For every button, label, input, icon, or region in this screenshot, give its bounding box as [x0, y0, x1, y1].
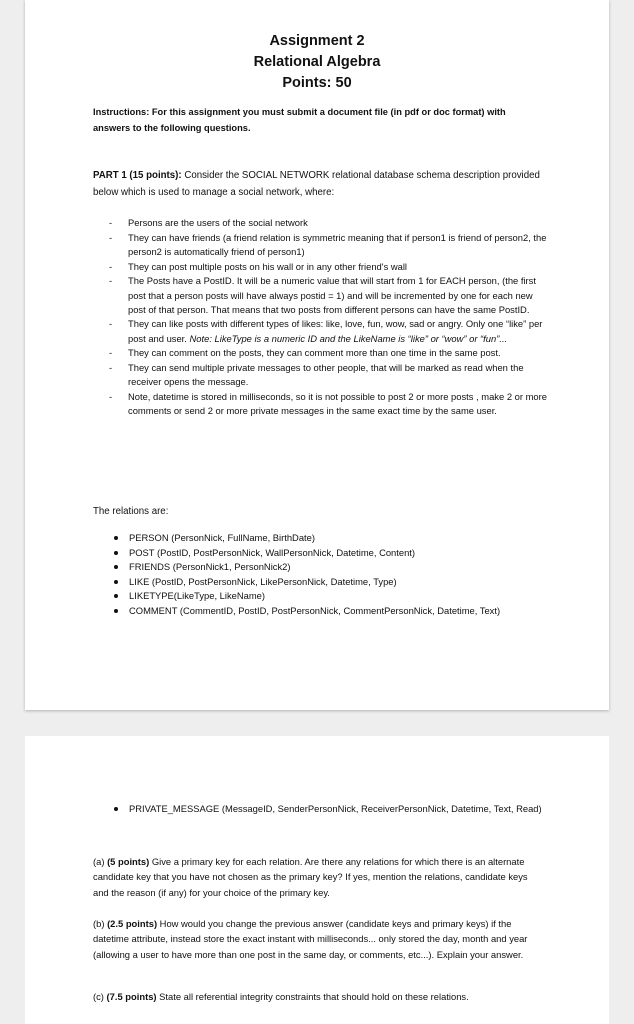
list-item: [109, 317, 549, 345]
question-prefix: (c): [93, 991, 107, 1002]
instructions: Instructions: For this assignment you must submit a document file (in pdf or doc format) with answers to the following questions.: [93, 107, 506, 133]
doc-subtitle: Relational Algebra: [253, 54, 381, 70]
schema-rules-list: [109, 216, 549, 418]
relation-item: LIKE (PostID, PostPersonNick, LikePersonNick, Datetime, Type): [111, 575, 551, 589]
question-text: State all referential integrity constraints that should hold on these relations.: [156, 991, 469, 1002]
question-prefix: (a): [93, 856, 108, 867]
question-points: (7.5 points): [106, 991, 157, 1002]
question-b: [93, 916, 543, 962]
rule-note: Note: LikeType is a numeric ID and the LikeName is “like” or “wow” or “fun”...: [186, 332, 508, 344]
relation-item: COMMENT (CommentID, PostID, PostPersonNick, CommentPersonNick, Datetime, Text): [111, 604, 551, 618]
question-c: [93, 989, 543, 1004]
doc-title: Assignment 2: [269, 33, 365, 49]
question-a: [93, 854, 543, 900]
document-page-2: [25, 736, 609, 1024]
relation-item: FRIENDS (PersonNick1, PersonNick2): [111, 560, 551, 574]
relation-item: PRIVATE_MESSAGE (MessageID, SenderPersonNick, ReceiverPersonNick, Datetime, Text, Read): [111, 802, 551, 816]
question-points: (5 points): [107, 856, 150, 867]
part1-label: PART 1 (15 points):: [93, 170, 182, 181]
list-item: - They can send multiple private messages to other people, that will be marked as read when the receiver opens the message.: [109, 361, 549, 389]
question-prefix: (b): [93, 918, 108, 929]
relations-list-continued: [111, 802, 551, 816]
question-points: (2.5 points): [107, 918, 158, 929]
question-text: Give a primary key for each relation. Are there any relations for which there is an alternate candidate key that you have not chosen as the primary key? If yes, mention the relations, candidate keys and the reason (if any) for your choice of the primary key.: [93, 856, 528, 898]
relation-item: POST (PostID, PostPersonNick, WallPersonNick, Datetime, Content): [111, 546, 551, 560]
rule-text: They can like posts with different types of likes: like, love, fun, wow, sad or angry. Only one “like” per post and user.: [128, 318, 543, 344]
list-item: - Persons are the users of the social network: [109, 216, 549, 230]
relations-list: [111, 531, 551, 618]
list-item: - They can comment on the posts, they can comment more than one time in the same post.: [109, 346, 549, 360]
doc-points: Points: 50: [282, 75, 352, 91]
part1-text: Consider the SOCIAL NETWORK relational database schema description provided below which is used to manage a social network, where:: [93, 170, 540, 198]
list-item: - The Posts have a PostID. It will be a numeric value that will start from 1 for EACH person, (the first post that a person posts will have always postid = 1) and will be incremented by one for each new post of that person. That means that two posts from different persons can have the same PostID.: [109, 274, 549, 317]
question-text: How would you change the previous answer (candidate keys and primary keys) if the datetime attribute, instead store the exact instant with milliseconds... only stored the day, month and year (allowing a user to have more than one post in the same day, or comments, etc...). Explain your answer.: [93, 918, 528, 960]
list-item: - They can post multiple posts on his wall or in any other friend's wall: [109, 260, 549, 274]
relations-heading: The relations are:: [93, 506, 169, 517]
list-item: - They can have friends (a friend relation is symmetric meaning that if person1 is friend of person2, the person2 is automatically friend of person1): [109, 231, 549, 259]
part1-intro: [93, 167, 543, 201]
relation-item: LIKETYPE(LikeType, LikeName): [111, 589, 551, 603]
list-item: - Note, datetime is stored in milliseconds, so it is not possible to post 2 or more posts , make 2 or more comments or send 2 or more private messages in the same exact time by the same user.: [109, 390, 549, 418]
relation-item: PERSON (PersonNick, FullName, BirthDate): [111, 531, 551, 545]
document-page-1: [25, 0, 609, 710]
